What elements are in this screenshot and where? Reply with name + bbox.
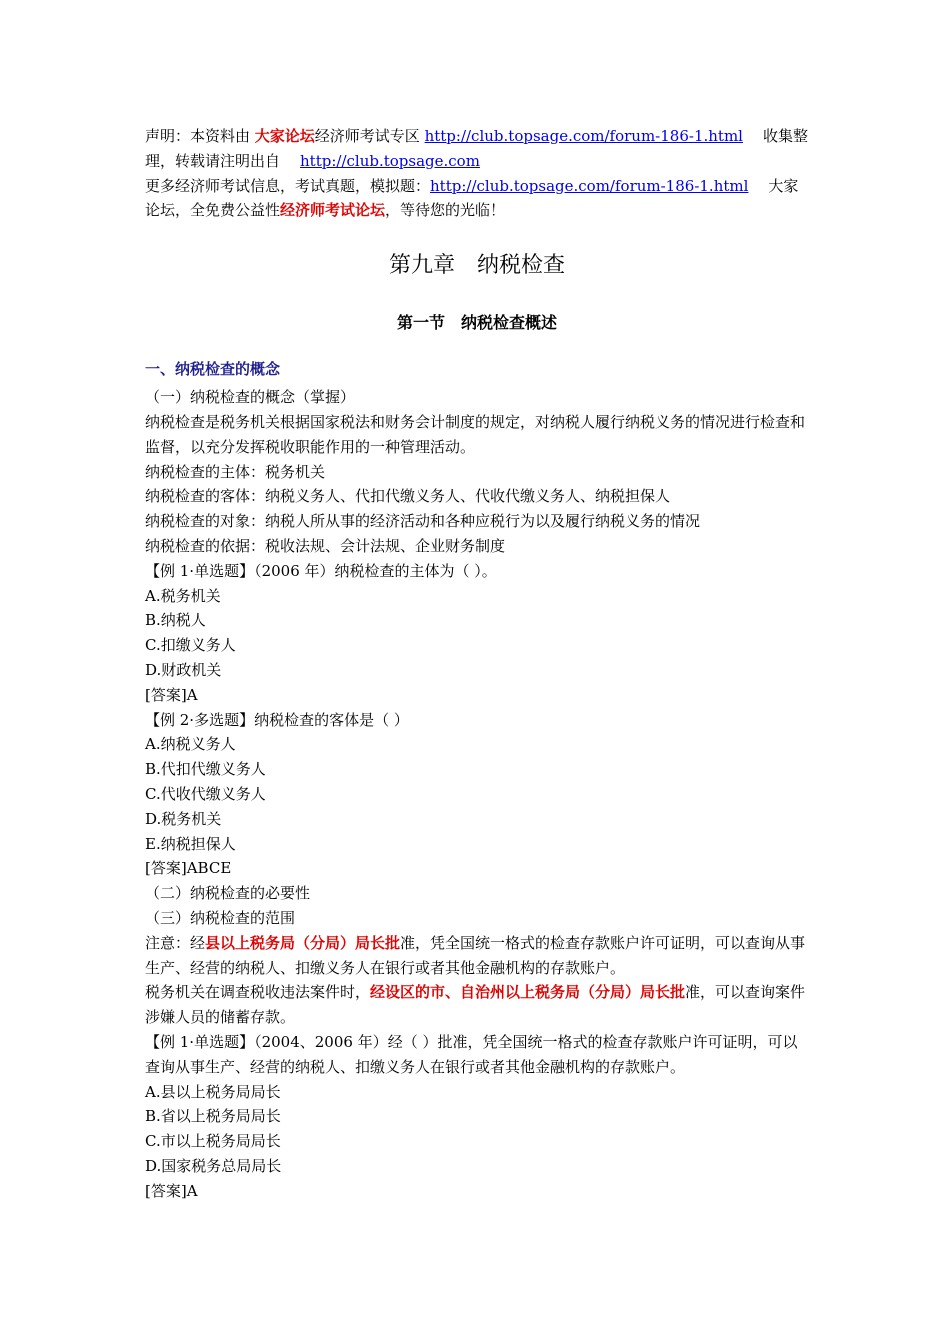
q2-option-a: A.纳税义务人 — [145, 735, 236, 754]
note-2: 税务机关在调查税收违法案件时，经设区的市、自治州以上税务局（分局）局长批准，可以查询案件涉嫌人员的储蓄存款。 — [145, 983, 806, 1027]
q1-option-c: C.扣缴义务人 — [145, 636, 236, 655]
q3-option-c: C.市以上税务局局长 — [145, 1132, 281, 1151]
q3-option-a: A.县以上税务局局长 — [145, 1082, 281, 1101]
q1-option-d: D.财政机关 — [145, 660, 222, 679]
q2-option-c: C.代收代缴义务人 — [145, 784, 266, 803]
brand-name: 大家论坛 — [254, 127, 315, 145]
note-1-highlight: 县以上税务局（分局）局长批 — [205, 933, 401, 952]
subheading-3: （三）纳税检查的范围 — [145, 908, 296, 927]
heading-concept: 一、纳税检查的概念 — [145, 360, 281, 379]
note-1: 注意：经县以上税务局（分局）局长批准，凭全国统一格式的检查存款账户许可证明，可以查询从事生产、经营的纳税人、扣缴义务人在银行或者其他金融机构的存款账户。 — [145, 933, 806, 977]
chapter-title: 第九章 纳税检查 — [388, 253, 565, 279]
subheading-1: （一）纳税检查的概念（掌握） — [145, 388, 356, 407]
definition-paragraph: 纳税检查是税务机关根据国家税法和财务会计制度的规定，对纳税人履行纳税义务的情况进行检查和监督，以充分发挥税收职能作用的一种管理活动。 — [145, 412, 806, 456]
q1-option-a: A.税务机关 — [145, 586, 221, 605]
object-line: 纳税检查的客体：纳税义务人、代扣代缴义务人、代收代缴义务人、纳税担保人 — [145, 487, 671, 506]
q3-stem: 【例 1·单选题】（2004、2006 年）经（ ）批准，凭全国统一格式的检查存款账户许可证明，可以查询从事生产、经营的纳税人、扣缴义务人在银行或者其他金融机构的存款账户。 — [145, 1032, 798, 1076]
forum-brand: 经济师考试论坛 — [280, 201, 386, 220]
q3-option-b: B.省以上税务局局长 — [145, 1107, 281, 1126]
section-title: 第一节 纳税检查概述 — [396, 313, 557, 333]
q2-answer: [答案]ABCE — [145, 859, 232, 878]
q2-stem: 【例 2·多选题】纳税检查的客体是（ ） — [145, 710, 409, 729]
notice-line-2: 更多经济师考试信息，考试真题，模拟题：http://club.topsage.com/forum-186-1.html 大家论坛，全免费公益性经济师考试论坛，等待您的光临！ — [145, 176, 799, 220]
q1-option-b: B.纳税人 — [145, 611, 206, 630]
forum-link[interactable]: http://club.topsage.com/forum-186-1.html — [424, 127, 743, 145]
note-2-highlight: 经设区的市、自治州以上税务局（分局）局长批 — [370, 983, 686, 1002]
q3-option-d: D.国家税务总局局长 — [145, 1156, 282, 1175]
forum-link-2[interactable]: http://club.topsage.com/forum-186-1.html — [430, 176, 749, 195]
q3-answer: [答案]A — [145, 1181, 198, 1200]
basis-line: 纳税检查的依据：税收法规、会计法规、企业财务制度 — [145, 536, 506, 555]
q2-option-e: E.纳税担保人 — [145, 834, 236, 853]
q2-option-b: B.代扣代缴义务人 — [145, 760, 266, 779]
q1-answer: [答案]A — [145, 685, 198, 704]
notice-line-1: 声明：本资料由 大家论坛经济师考试专区 http://club.topsage.com/forum-186-1.html 收集整理，转载请注明出自 http://club.topsage.com — [145, 127, 808, 170]
subheading-2: （二）纳税检查的必要性 — [145, 884, 311, 903]
q2-option-d: D.税务机关 — [145, 809, 222, 828]
site-link[interactable]: http://club.topsage.com — [300, 151, 480, 170]
target-line: 纳税检查的对象：纳税人所从事的经济活动和各种应税行为以及履行纳税义务的情况 — [145, 512, 701, 531]
q1-stem: 【例 1·单选题】（2006 年）纳税检查的主体为（ ）。 — [145, 561, 497, 580]
subject-line: 纳税检查的主体：税务机关 — [145, 462, 326, 481]
document-page — [145, 124, 809, 1203]
